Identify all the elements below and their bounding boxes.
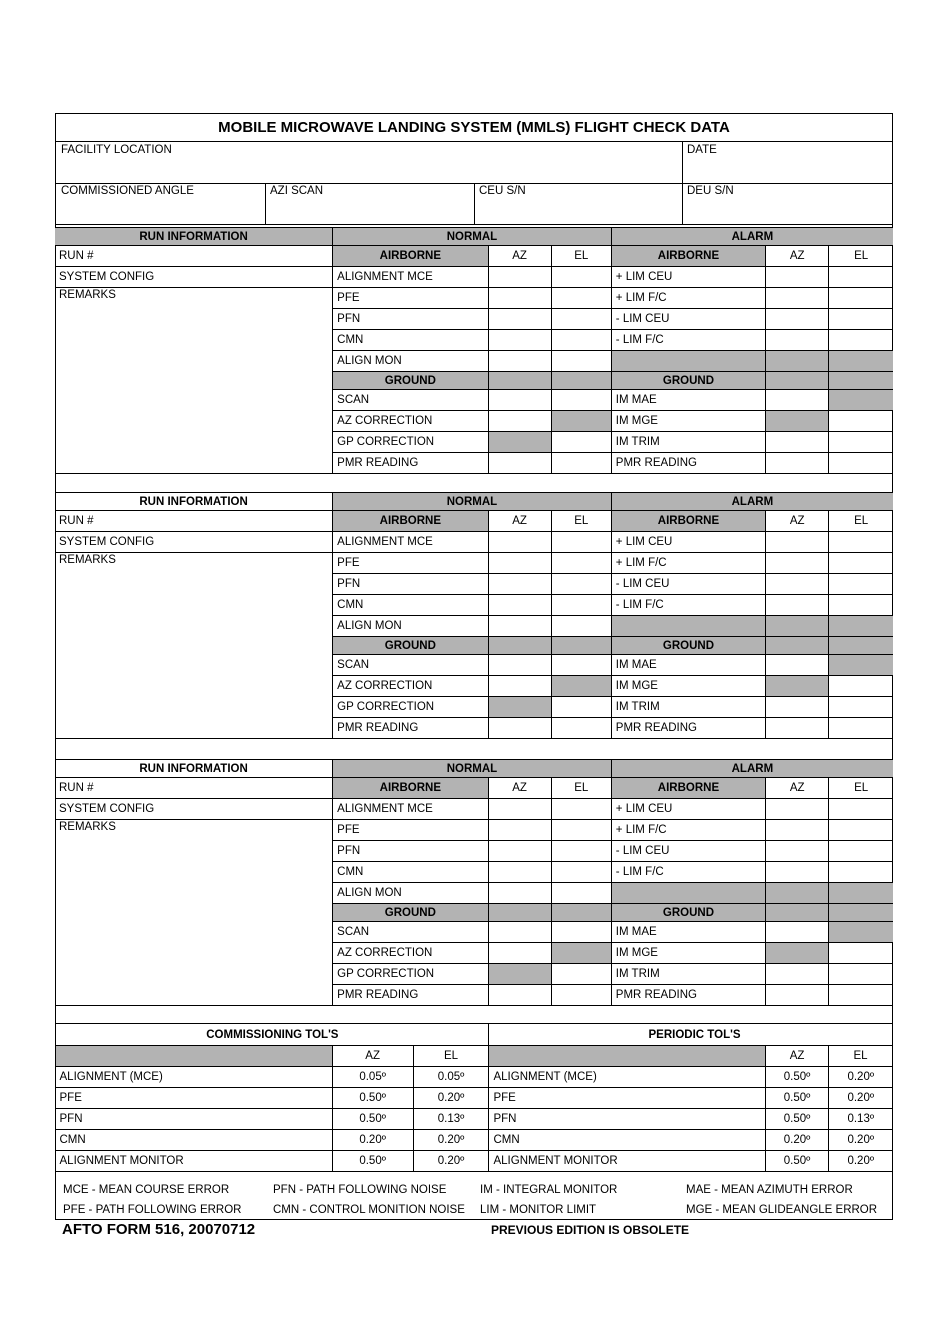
normal-el-value[interactable] xyxy=(551,820,611,841)
normal-airborne-item: ALIGN MON xyxy=(333,351,488,372)
divider xyxy=(56,224,892,225)
alarm-az-header: AZ xyxy=(766,246,829,267)
alarm-ground-item: IM MAE xyxy=(611,655,765,676)
normal-el-value[interactable] xyxy=(551,288,611,309)
normal-el-header: EL xyxy=(551,246,611,267)
normal-az-value[interactable] xyxy=(488,553,551,574)
normal-airborne-item: ALIGN MON xyxy=(333,883,488,904)
blank-cell xyxy=(766,351,829,372)
normal-header: NORMAL xyxy=(333,760,612,778)
alarm-airborne-item: - LIM F/C xyxy=(611,330,765,351)
normal-ground-item: PMR READING xyxy=(333,718,488,739)
normal-az-value[interactable] xyxy=(488,267,551,288)
normal-az-value[interactable] xyxy=(488,943,551,964)
normal-ground-item: AZ CORRECTION xyxy=(333,411,488,432)
normal-az-value[interactable] xyxy=(488,862,551,883)
comm-tol-label: CMN xyxy=(56,1130,333,1151)
normal-el-value[interactable] xyxy=(551,267,611,288)
comm-tol-label: ALIGNMENT MONITOR xyxy=(56,1151,333,1172)
blank-cell xyxy=(829,883,893,904)
normal-el-value xyxy=(551,411,611,432)
normal-az-value xyxy=(488,432,551,453)
blank-cell xyxy=(766,616,829,637)
remarks-field[interactable]: REMARKS xyxy=(55,553,333,739)
alarm-az-value[interactable] xyxy=(766,532,829,553)
periodic-el-tol: 0.20º xyxy=(829,1088,893,1109)
normal-airborne-item: CMN xyxy=(333,862,488,883)
normal-az-value[interactable] xyxy=(488,532,551,553)
tolerance-row xyxy=(56,1067,893,1088)
alarm-az-value[interactable] xyxy=(766,453,829,474)
normal-ground-item: PMR READING xyxy=(333,985,488,1006)
normal-az-value[interactable] xyxy=(488,288,551,309)
abbr-mce: MCE - MEAN COURSE ERROR xyxy=(63,1184,230,1196)
blank-cell xyxy=(829,616,893,637)
normal-el-value[interactable] xyxy=(551,922,611,943)
alarm-az-value[interactable] xyxy=(766,655,829,676)
normal-header: NORMAL xyxy=(333,493,612,511)
normal-airborne-item: PFE xyxy=(333,820,488,841)
normal-airborne-item: ALIGNMENT MCE xyxy=(333,267,488,288)
alarm-el-value[interactable] xyxy=(829,288,893,309)
abbr-lim: LIM - MONITOR LIMIT xyxy=(480,1204,597,1216)
tolerance-table xyxy=(55,1023,893,1172)
normal-az-value[interactable] xyxy=(488,676,551,697)
normal-el-value[interactable] xyxy=(551,595,611,616)
normal-az-value xyxy=(488,964,551,985)
abbr-cmn: CMN - CONTROL MONITION NOISE xyxy=(273,1204,465,1216)
system-config-label: SYSTEM CONFIG xyxy=(55,532,333,553)
normal-el-value[interactable] xyxy=(551,532,611,553)
normal-airborne-item: ALIGNMENT MCE xyxy=(333,532,488,553)
periodic-az-tol: 0.50º xyxy=(766,1088,829,1109)
alarm-el-value[interactable] xyxy=(829,553,893,574)
run-block xyxy=(55,227,893,474)
normal-header: NORMAL xyxy=(333,228,612,246)
normal-airborne-item: PFN xyxy=(333,841,488,862)
normal-ground-item: GP CORRECTION xyxy=(333,697,488,718)
normal-ground-item: SCAN xyxy=(333,655,488,676)
alarm-az-value[interactable] xyxy=(766,432,829,453)
normal-el-header: EL xyxy=(551,511,611,532)
alarm-header: ALARM xyxy=(611,760,893,778)
alarm-airborne-item: + LIM CEU xyxy=(611,799,765,820)
normal-az-value[interactable] xyxy=(488,595,551,616)
alarm-header: ALARM xyxy=(611,493,893,511)
normal-az-value[interactable] xyxy=(488,574,551,595)
normal-el-value[interactable] xyxy=(551,862,611,883)
alarm-el-header: EL xyxy=(829,778,893,799)
normal-az-value[interactable] xyxy=(488,330,551,351)
blank-cell xyxy=(829,372,893,390)
normal-ground-item: GP CORRECTION xyxy=(333,964,488,985)
alarm-ground-item: IM MGE xyxy=(611,411,765,432)
run-information-header: RUN INFORMATION xyxy=(55,493,333,511)
blank-cell xyxy=(766,372,829,390)
alarm-az-value[interactable] xyxy=(766,862,829,883)
comm-az-tol: 0.50º xyxy=(332,1109,413,1130)
alarm-ground-item: IM TRIM xyxy=(611,432,765,453)
alarm-az-value[interactable] xyxy=(766,697,829,718)
alarm-airborne-item: + LIM F/C xyxy=(611,820,765,841)
ceu-sn-label: CEU S/N xyxy=(479,185,526,197)
commissioning-tols-header: COMMISSIONING TOL'S xyxy=(56,1024,489,1046)
comm-az-tol: 0.20º xyxy=(332,1130,413,1151)
alarm-ground-item: PMR READING xyxy=(611,985,765,1006)
periodic-az-tol: 0.50º xyxy=(766,1109,829,1130)
alarm-az-value[interactable] xyxy=(766,922,829,943)
normal-airborne-item: CMN xyxy=(333,595,488,616)
alarm-airborne-header: AIRBORNE xyxy=(611,778,765,799)
alarm-airborne-item: + LIM CEU xyxy=(611,532,765,553)
alarm-el-value[interactable] xyxy=(829,411,893,432)
normal-el-value[interactable] xyxy=(551,964,611,985)
alarm-el-value[interactable] xyxy=(829,985,893,1006)
normal-airborne-item: ALIGNMENT MCE xyxy=(333,799,488,820)
blank-cell xyxy=(488,637,551,655)
abbr-im: IM - INTEGRAL MONITOR xyxy=(480,1184,618,1196)
periodic-az-tol: 0.50º xyxy=(766,1151,829,1172)
normal-airborne-item: PFN xyxy=(333,574,488,595)
alarm-az-value[interactable] xyxy=(766,985,829,1006)
alarm-el-value[interactable] xyxy=(829,964,893,985)
alarm-el-value[interactable] xyxy=(829,676,893,697)
normal-el-value[interactable] xyxy=(551,553,611,574)
alarm-el-header: EL xyxy=(829,246,893,267)
alarm-airborne-header: AIRBORNE xyxy=(611,246,765,267)
tolerance-row xyxy=(56,1088,893,1109)
abbr-pfe: PFE - PATH FOLLOWING ERROR xyxy=(63,1204,242,1216)
alarm-az-header: AZ xyxy=(766,778,829,799)
alarm-airborne-item: - LIM CEU xyxy=(611,574,765,595)
normal-el-value[interactable] xyxy=(551,390,611,411)
normal-ground-item: PMR READING xyxy=(333,453,488,474)
normal-el-value[interactable] xyxy=(551,330,611,351)
normal-el-value[interactable] xyxy=(551,616,611,637)
normal-az-value[interactable] xyxy=(488,309,551,330)
periodic-tols-header: PERIODIC TOL'S xyxy=(489,1024,893,1046)
alarm-ground-header: GROUND xyxy=(611,372,765,390)
comm-az-tol: 0.50º xyxy=(332,1151,413,1172)
periodic-el-tol: 0.13º xyxy=(829,1109,893,1130)
alarm-ground-header: GROUND xyxy=(611,637,765,655)
normal-az-value[interactable] xyxy=(488,922,551,943)
tolerance-row xyxy=(56,1151,893,1172)
alarm-el-header: EL xyxy=(829,511,893,532)
alarm-airborne-item: - LIM CEU xyxy=(611,841,765,862)
system-config-label: SYSTEM CONFIG xyxy=(55,267,333,288)
normal-ground-header: GROUND xyxy=(333,637,488,655)
normal-az-value[interactable] xyxy=(488,616,551,637)
comm-el-tol: 0.20º xyxy=(413,1088,489,1109)
abbr-pfn: PFN - PATH FOLLOWING NOISE xyxy=(273,1184,447,1196)
azi-scan-label: AZI SCAN xyxy=(270,185,324,197)
normal-ground-item: SCAN xyxy=(333,922,488,943)
periodic-el-tol: 0.20º xyxy=(829,1151,893,1172)
blank-cell xyxy=(766,637,829,655)
normal-el-value[interactable] xyxy=(551,655,611,676)
periodic-label-header xyxy=(489,1046,766,1067)
normal-airborne-header: AIRBORNE xyxy=(333,246,488,267)
alarm-el-value[interactable] xyxy=(829,943,893,964)
blank-cell xyxy=(551,637,611,655)
comm-tol-label: ALIGNMENT (MCE) xyxy=(56,1067,333,1088)
flight-check-form xyxy=(55,113,893,1220)
normal-el-value[interactable] xyxy=(551,574,611,595)
alarm-ground-header: GROUND xyxy=(611,904,765,922)
alarm-ground-item: IM MGE xyxy=(611,943,765,964)
alarm-el-value[interactable] xyxy=(829,453,893,474)
alarm-ground-item: IM TRIM xyxy=(611,964,765,985)
normal-ground-item: GP CORRECTION xyxy=(333,432,488,453)
alarm-airborne-item: + LIM CEU xyxy=(611,267,765,288)
alarm-airborne-item: - LIM F/C xyxy=(611,595,765,616)
alarm-az-value[interactable] xyxy=(766,841,829,862)
periodic-el-tol: 0.20º xyxy=(829,1130,893,1151)
tol-label-header xyxy=(56,1046,333,1067)
form-id: AFTO FORM 516, 20070712 xyxy=(62,1221,256,1238)
alarm-el-value[interactable] xyxy=(829,574,893,595)
normal-ground-header: GROUND xyxy=(333,904,488,922)
alarm-ground-item: IM MAE xyxy=(611,390,765,411)
alarm-az-value[interactable] xyxy=(766,964,829,985)
date-label: DATE xyxy=(687,144,717,156)
normal-airborne-header: AIRBORNE xyxy=(333,778,488,799)
alarm-az-value xyxy=(766,943,829,964)
system-config-label: SYSTEM CONFIG xyxy=(55,799,333,820)
alarm-ground-item: IM TRIM xyxy=(611,697,765,718)
obsolete-notice: PREVIOUS EDITION IS OBSOLETE xyxy=(491,1223,690,1237)
remarks-field[interactable]: REMARKS xyxy=(55,288,333,474)
abbr-mge: MGE - MEAN GLIDEANGLE ERROR xyxy=(686,1204,878,1216)
normal-el-value[interactable] xyxy=(551,351,611,372)
normal-el-value[interactable] xyxy=(551,883,611,904)
alarm-az-value[interactable] xyxy=(766,574,829,595)
alarm-az-header: AZ xyxy=(766,511,829,532)
normal-az-header: AZ xyxy=(488,246,551,267)
normal-az-value[interactable] xyxy=(488,453,551,474)
normal-ground-item: AZ CORRECTION xyxy=(333,943,488,964)
blank-cell xyxy=(611,351,765,372)
alarm-airborne-item: - LIM CEU xyxy=(611,309,765,330)
normal-airborne-header: AIRBORNE xyxy=(333,511,488,532)
normal-az-value[interactable] xyxy=(488,411,551,432)
periodic-az-tol: 0.20º xyxy=(766,1130,829,1151)
comm-el-tol: 0.05º xyxy=(413,1067,489,1088)
periodic-tol-label: PFE xyxy=(489,1088,766,1109)
form-title: MOBILE MICROWAVE LANDING SYSTEM (MMLS) FLIGHT CHECK DATA xyxy=(56,114,892,142)
abbr-mae: MAE - MEAN AZIMUTH ERROR xyxy=(686,1184,853,1196)
alarm-az-value[interactable] xyxy=(766,288,829,309)
divider xyxy=(474,183,475,224)
remarks-field[interactable]: REMARKS xyxy=(55,820,333,1006)
normal-az-value[interactable] xyxy=(488,351,551,372)
periodic-el-header: EL xyxy=(829,1046,893,1067)
alarm-az-value[interactable] xyxy=(766,799,829,820)
alarm-ground-item: IM MAE xyxy=(611,922,765,943)
blank-cell xyxy=(829,351,893,372)
alarm-az-value xyxy=(766,411,829,432)
normal-az-value[interactable] xyxy=(488,985,551,1006)
blank-cell xyxy=(611,883,765,904)
alarm-el-value[interactable] xyxy=(829,799,893,820)
blank-cell xyxy=(551,904,611,922)
blank-cell xyxy=(766,883,829,904)
commissioned-angle-label: COMMISSIONED ANGLE xyxy=(61,185,194,197)
normal-airborne-item: ALIGN MON xyxy=(333,616,488,637)
normal-az-value[interactable] xyxy=(488,883,551,904)
normal-az-value[interactable] xyxy=(488,718,551,739)
normal-el-value[interactable] xyxy=(551,799,611,820)
alarm-az-value[interactable] xyxy=(766,330,829,351)
normal-airborne-item: PFN xyxy=(333,309,488,330)
run-information-header: RUN INFORMATION xyxy=(55,228,333,246)
blank-cell xyxy=(488,904,551,922)
alarm-el-value[interactable] xyxy=(829,697,893,718)
alarm-airborne-item: + LIM F/C xyxy=(611,553,765,574)
normal-el-header: EL xyxy=(551,778,611,799)
normal-az-value[interactable] xyxy=(488,390,551,411)
alarm-el-value[interactable] xyxy=(829,718,893,739)
normal-ground-header: GROUND xyxy=(333,372,488,390)
normal-az-value[interactable] xyxy=(488,841,551,862)
blank-cell xyxy=(611,616,765,637)
alarm-ground-item: PMR READING xyxy=(611,718,765,739)
alarm-ground-item: PMR READING xyxy=(611,453,765,474)
alarm-airborne-item: - LIM F/C xyxy=(611,862,765,883)
alarm-el-value[interactable] xyxy=(829,309,893,330)
normal-az-value[interactable] xyxy=(488,655,551,676)
normal-el-value xyxy=(551,676,611,697)
alarm-el-value[interactable] xyxy=(829,841,893,862)
comm-el-tol: 0.20º xyxy=(413,1130,489,1151)
blank-cell xyxy=(488,372,551,390)
run-block xyxy=(55,492,893,739)
normal-airborne-item: PFE xyxy=(333,553,488,574)
normal-el-value[interactable] xyxy=(551,309,611,330)
normal-el-value xyxy=(551,943,611,964)
blank-cell xyxy=(766,904,829,922)
alarm-el-value[interactable] xyxy=(829,330,893,351)
normal-airborne-item: CMN xyxy=(333,330,488,351)
facility-location-label: FACILITY LOCATION xyxy=(61,144,172,156)
tolerance-row xyxy=(56,1130,893,1151)
run-information-header: RUN INFORMATION xyxy=(55,760,333,778)
comm-tol-label: PFN xyxy=(56,1109,333,1130)
divider xyxy=(265,183,266,224)
normal-az-value[interactable] xyxy=(488,799,551,820)
blank-cell xyxy=(829,904,893,922)
periodic-az-tol: 0.50º xyxy=(766,1067,829,1088)
normal-ground-item: AZ CORRECTION xyxy=(333,676,488,697)
blank-cell xyxy=(551,372,611,390)
run-block xyxy=(55,759,893,1006)
normal-el-value[interactable] xyxy=(551,841,611,862)
alarm-az-value[interactable] xyxy=(766,718,829,739)
run-number-label: RUN # xyxy=(55,511,333,532)
alarm-az-value[interactable] xyxy=(766,553,829,574)
deu-sn-label: DEU S/N xyxy=(687,185,734,197)
normal-az-value xyxy=(488,697,551,718)
comm-az-tol: 0.50º xyxy=(332,1088,413,1109)
blank-cell xyxy=(829,637,893,655)
alarm-airborne-item: + LIM F/C xyxy=(611,288,765,309)
alarm-el-value[interactable] xyxy=(829,432,893,453)
alarm-el-value[interactable] xyxy=(829,532,893,553)
comm-az-tol: 0.05º xyxy=(332,1067,413,1088)
normal-el-value[interactable] xyxy=(551,718,611,739)
alarm-header: ALARM xyxy=(611,228,893,246)
normal-az-value[interactable] xyxy=(488,820,551,841)
alarm-az-value[interactable] xyxy=(766,820,829,841)
periodic-tol-label: ALIGNMENT (MCE) xyxy=(489,1067,766,1088)
comm-el-tol: 0.13º xyxy=(413,1109,489,1130)
alarm-ground-item: IM MGE xyxy=(611,676,765,697)
normal-el-value[interactable] xyxy=(551,985,611,1006)
alarm-az-value[interactable] xyxy=(766,267,829,288)
tolerance-row xyxy=(56,1109,893,1130)
alarm-el-value[interactable] xyxy=(829,820,893,841)
alarm-el-value[interactable] xyxy=(829,267,893,288)
normal-ground-item: SCAN xyxy=(333,390,488,411)
normal-az-header: AZ xyxy=(488,511,551,532)
alarm-el-value[interactable] xyxy=(829,595,893,616)
normal-el-value[interactable] xyxy=(551,432,611,453)
run-number-label: RUN # xyxy=(55,246,333,267)
alarm-az-value xyxy=(766,676,829,697)
comm-tol-label: PFE xyxy=(56,1088,333,1109)
comm-az-header: AZ xyxy=(332,1046,413,1067)
alarm-el-value[interactable] xyxy=(829,862,893,883)
periodic-el-tol: 0.20º xyxy=(829,1067,893,1088)
periodic-az-header: AZ xyxy=(766,1046,829,1067)
normal-el-value[interactable] xyxy=(551,453,611,474)
alarm-el-value xyxy=(829,390,893,411)
run-number-label: RUN # xyxy=(55,778,333,799)
alarm-el-value xyxy=(829,922,893,943)
alarm-az-value[interactable] xyxy=(766,309,829,330)
alarm-el-value xyxy=(829,655,893,676)
alarm-az-value[interactable] xyxy=(766,390,829,411)
comm-el-tol: 0.20º xyxy=(413,1151,489,1172)
normal-az-header: AZ xyxy=(488,778,551,799)
periodic-tol-label: PFN xyxy=(489,1109,766,1130)
comm-el-header: EL xyxy=(413,1046,489,1067)
normal-el-value[interactable] xyxy=(551,697,611,718)
alarm-az-value[interactable] xyxy=(766,595,829,616)
periodic-tol-label: CMN xyxy=(489,1130,766,1151)
alarm-airborne-header: AIRBORNE xyxy=(611,511,765,532)
normal-airborne-item: PFE xyxy=(333,288,488,309)
periodic-tol-label: ALIGNMENT MONITOR xyxy=(489,1151,766,1172)
